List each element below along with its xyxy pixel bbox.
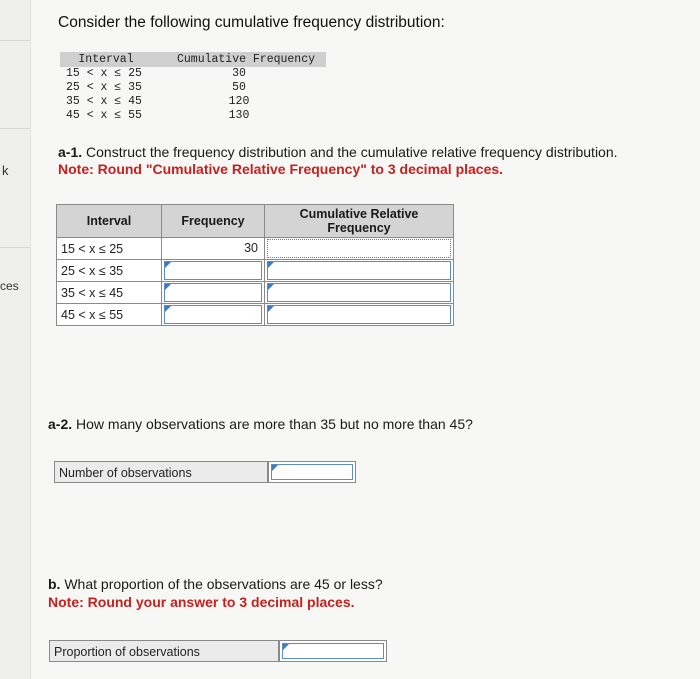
frequency-value: 30 (244, 241, 258, 255)
input-marker-icon (165, 284, 171, 290)
crf-input[interactable] (267, 305, 451, 324)
answer-row (57, 260, 454, 282)
question-b-label: b. (48, 576, 61, 592)
sidebar-fragment-letter: k (2, 163, 9, 178)
given-cf: 50 (232, 81, 246, 94)
given-row (60, 109, 326, 123)
question-b-text: What proportion of the observations are 45 or less? (64, 576, 383, 592)
answer-table (56, 204, 454, 326)
sidebar-fragment-text: ces (0, 279, 19, 293)
given-cf: 30 (232, 67, 246, 80)
frequency-input[interactable] (164, 283, 262, 302)
input-marker-icon (165, 262, 171, 268)
input-marker-icon (268, 262, 274, 268)
answer-header-frequency: Frequency (162, 205, 265, 238)
question-a1 (58, 144, 618, 178)
question-a1-label: a-1. (58, 144, 83, 160)
answer-header-interval: Interval (57, 205, 162, 238)
question-a2 (48, 416, 473, 432)
crf-input[interactable] (267, 239, 451, 258)
answer-row (57, 238, 454, 260)
proportion-answer-row (49, 640, 387, 662)
proportion-input[interactable] (279, 640, 387, 662)
crf-cell[interactable] (265, 304, 454, 326)
observations-input[interactable] (268, 461, 356, 483)
question-b (48, 575, 383, 611)
observations-input-inner (271, 464, 353, 480)
crf-cell[interactable] (265, 238, 454, 260)
crf-cell[interactable] (265, 260, 454, 282)
question-b-note: Note: Round your answer to 3 decimal places. (48, 594, 355, 610)
proportion-input-inner (282, 643, 384, 659)
given-cumulative-table (60, 52, 326, 123)
answer-header-crf: Cumulative Relative Frequency (265, 205, 454, 238)
question-heading: Consider the following cumulative frequency distribution: (58, 14, 445, 31)
given-row (60, 81, 326, 95)
crf-input[interactable] (267, 283, 451, 302)
frequency-cell (162, 238, 265, 260)
frequency-input[interactable] (164, 261, 262, 280)
given-cf: 120 (228, 95, 250, 108)
frequency-cell[interactable] (162, 282, 265, 304)
input-marker-icon (165, 306, 171, 312)
given-interval: 15 < x ≤ 25 (66, 67, 142, 80)
given-header-cf: Cumulative Frequency (152, 52, 326, 67)
answer-interval: 35 < x ≤ 45 (57, 282, 162, 304)
frequency-input[interactable] (164, 305, 262, 324)
input-marker-icon (283, 644, 289, 650)
input-marker-icon (268, 306, 274, 312)
sidebar-panel-middle (0, 128, 30, 248)
question-a1-text-line (58, 144, 618, 161)
answer-interval: 15 < x ≤ 25 (57, 238, 162, 260)
proportion-label: Proportion of observations (49, 640, 279, 662)
given-row (60, 95, 326, 109)
given-header-interval: Interval (60, 52, 152, 67)
given-cf: 130 (228, 109, 250, 122)
given-row (60, 67, 326, 81)
sidebar-panel-top (0, 0, 30, 41)
question-a1-note: Note: Round "Cumulative Relative Frequency" to 3 decimal places. (58, 161, 504, 177)
left-sidebar-strip (0, 0, 31, 679)
frequency-cell[interactable] (162, 260, 265, 282)
given-interval: 35 < x ≤ 45 (66, 95, 142, 108)
given-interval: 25 < x ≤ 35 (66, 81, 142, 94)
answer-interval: 25 < x ≤ 35 (57, 260, 162, 282)
observations-label: Number of observations (54, 461, 268, 483)
answer-interval: 45 < x ≤ 55 (57, 304, 162, 326)
input-marker-icon (268, 284, 274, 290)
given-interval: 45 < x ≤ 55 (66, 109, 142, 122)
question-a2-text: How many observations are more than 35 but no more than 45? (76, 416, 473, 432)
crf-input[interactable] (267, 261, 451, 280)
question-a1-text: Construct the frequency distribution and the cumulative relative frequency distribution. (86, 144, 618, 160)
answer-row (57, 282, 454, 304)
question-b-text-line (48, 575, 383, 593)
answer-row (57, 304, 454, 326)
frequency-cell[interactable] (162, 304, 265, 326)
observations-answer-row (54, 461, 356, 483)
crf-cell[interactable] (265, 282, 454, 304)
input-marker-icon (272, 465, 278, 471)
question-a2-label: a-2. (48, 416, 73, 432)
